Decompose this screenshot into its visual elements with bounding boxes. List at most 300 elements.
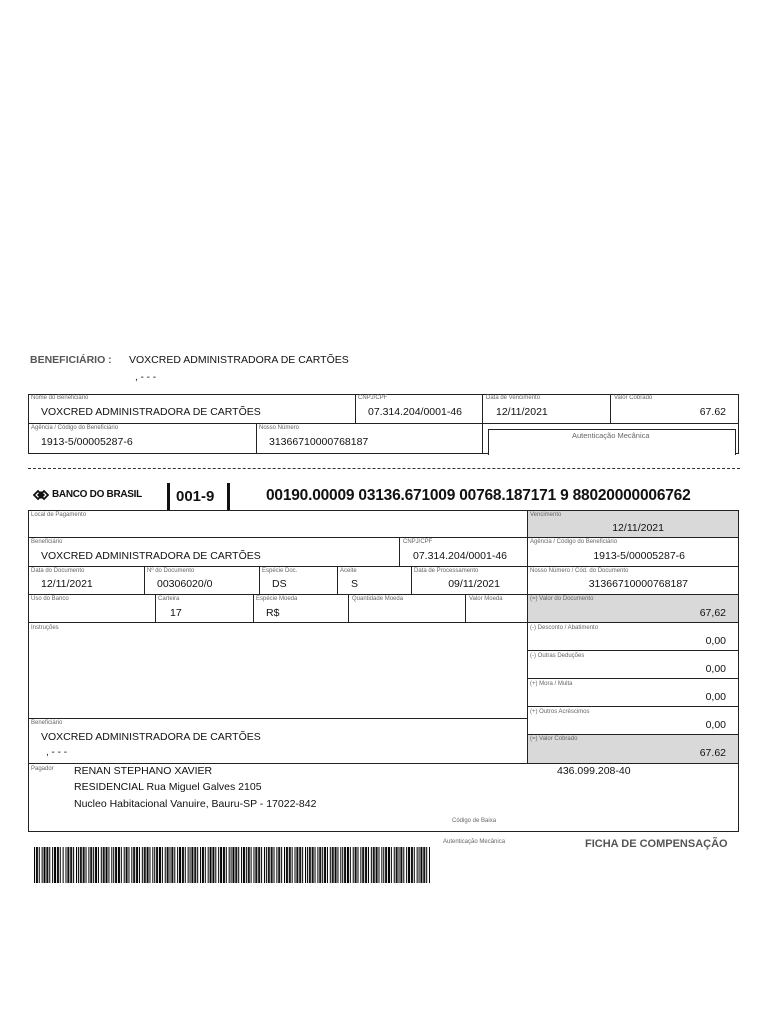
- barcode-bar: [39, 847, 40, 883]
- barcode-bar: [223, 847, 224, 883]
- barcode-bar: [261, 847, 262, 883]
- barcode-bar: [272, 847, 273, 883]
- beneficiario2-value: VOXCRED ADMINISTRADORA DE CARTÕES: [41, 731, 261, 743]
- barcode-bar: [179, 847, 180, 883]
- barcode-bar: [248, 847, 249, 883]
- barcode-bar: [111, 847, 112, 883]
- barcode-bar: [391, 847, 392, 883]
- barcode-bar: [374, 847, 375, 883]
- barcode-bar: [78, 847, 79, 883]
- barcode-bar: [330, 847, 331, 883]
- mora-value: 0,00: [705, 691, 726, 703]
- barcode-bar: [195, 847, 196, 883]
- receipt-cnpj: 07.314.204/0001-46: [368, 406, 463, 418]
- barcode-bar: [278, 847, 279, 883]
- barcode-bar: [36, 847, 37, 883]
- barcode-bar: [134, 847, 135, 883]
- barcode-bar: [91, 847, 92, 883]
- barcode-bar: [37, 847, 38, 883]
- barcode-bar: [104, 847, 105, 883]
- barcode-bar: [336, 847, 337, 883]
- receipt-valor: 67.62: [699, 406, 726, 418]
- barcode-bar: [274, 847, 275, 883]
- barcode-bar: [108, 847, 109, 883]
- barcode-bar: [191, 847, 192, 883]
- header-beneficiario-label: BENEFICIÁRIO :: [30, 354, 112, 366]
- barcode-bar: [174, 847, 175, 883]
- barcode-bar: [319, 847, 320, 883]
- barcode-bar: [381, 847, 382, 883]
- local-pagamento-label: Local de Pagamento: [31, 512, 87, 518]
- barcode-bar: [80, 847, 81, 883]
- barcode-bar: [307, 847, 308, 883]
- barcode-bar: [133, 847, 134, 883]
- receipt-nome: VOXCRED ADMINISTRADORA DE CARTÕES: [41, 406, 261, 418]
- bank-logo: [33, 487, 143, 503]
- barcode-bar: [232, 847, 233, 883]
- barcode-bar: [420, 847, 421, 883]
- barcode-bar: [177, 847, 178, 883]
- barcode-bar: [322, 847, 323, 883]
- barcode-bar: [202, 847, 203, 883]
- barcode-bar: [264, 847, 265, 883]
- barcode-bar: [360, 847, 361, 883]
- barcode-bar: [54, 847, 55, 883]
- barcode-bar: [347, 847, 348, 883]
- barcode-bar: [236, 847, 237, 883]
- barcode-bar: [42, 847, 43, 883]
- barcode-bar: [363, 847, 364, 883]
- barcode-bar: [212, 847, 213, 883]
- barcode-bar: [394, 847, 395, 883]
- barcode-bar: [268, 847, 269, 883]
- header-beneficiario-name: VOXCRED ADMINISTRADORA DE CARTÕES: [129, 354, 349, 366]
- barcode-bar: [333, 847, 334, 883]
- barcode-bar: [403, 847, 404, 883]
- header-beneficiario-address: , - - -: [135, 372, 157, 383]
- barcode-bar: [73, 847, 74, 883]
- barcode-bar: [256, 847, 257, 883]
- beneficiario2-label: Beneficiário: [31, 720, 63, 726]
- barcode-bar: [185, 847, 186, 883]
- barcode-bar: [224, 847, 225, 883]
- barcode-bar: [305, 847, 306, 883]
- barcode-bar: [411, 847, 412, 883]
- barcode-bar: [401, 847, 402, 883]
- barcode-bar: [287, 847, 288, 883]
- barcode-bar: [299, 847, 300, 883]
- barcode-bar: [357, 847, 358, 883]
- barcode-bar: [208, 847, 209, 883]
- barcode-bar: [255, 847, 256, 883]
- valor-cobrado-label: (=) Valor Cobrado: [530, 736, 578, 742]
- aceite-value: S: [351, 578, 359, 590]
- barcode-bar: [71, 847, 72, 883]
- barcode-bar: [142, 847, 143, 883]
- barcode-bar: [46, 847, 47, 883]
- barcode-bar: [192, 847, 193, 883]
- barcode-bar: [276, 847, 277, 883]
- barcode-bar: [63, 847, 64, 883]
- barcode-bar: [378, 847, 379, 883]
- barcode-bar: [81, 847, 82, 883]
- barcode-bar: [226, 847, 227, 883]
- barcode-bar: [258, 847, 259, 883]
- receipt-nosso-numero-label: Nosso Número: [259, 425, 300, 431]
- barcode-bar: [233, 847, 234, 883]
- barcode-bar: [424, 847, 425, 883]
- barcode-bar: [324, 847, 325, 883]
- barcode-bar: [377, 847, 378, 883]
- barcode-bar: [83, 847, 84, 883]
- barcode-bar: [292, 847, 293, 883]
- vencimento-label: Vencimento: [530, 512, 562, 518]
- barcode-bar: [290, 847, 291, 883]
- barcode-bar: [68, 847, 69, 883]
- barcode-bar: [389, 847, 390, 883]
- agencia-label: Agência / Código do Beneficiário: [530, 539, 618, 545]
- mora-label: (+) Mora / Multa: [530, 681, 573, 687]
- barcode-bar: [296, 847, 297, 883]
- cut-line: [28, 468, 740, 469]
- barcode-bar: [235, 847, 236, 883]
- barcode-bar: [417, 847, 418, 883]
- barcode-bar: [342, 847, 343, 883]
- barcode-bar: [385, 847, 386, 883]
- barcode-bar: [156, 847, 157, 883]
- barcode-bar: [70, 847, 71, 883]
- barcode-bar: [103, 847, 104, 883]
- barcode-bar: [286, 847, 287, 883]
- barcode-bar: [96, 847, 97, 883]
- barcode-bar: [106, 847, 107, 883]
- barcode-bar: [426, 847, 427, 883]
- especie-moeda-value: R$: [266, 607, 280, 619]
- especie-moeda-label: Espécie Moeda: [256, 596, 298, 602]
- codigo-baixa-label: Código de Baixa: [452, 818, 497, 824]
- receipt-valor-label: Valor Cobrado: [614, 395, 653, 401]
- barcode-bar: [165, 847, 166, 883]
- barcode-bar: [399, 847, 400, 883]
- barcode-bar: [58, 847, 59, 883]
- barcode-bar: [84, 847, 85, 883]
- barcode-bar: [231, 847, 232, 883]
- barcode-bar: [362, 847, 363, 883]
- barcode-bar: [340, 847, 341, 883]
- receipt-agencia: 1913-5/00005287-6: [41, 436, 133, 448]
- data-processamento-label: Data de Processamento: [414, 568, 479, 574]
- barcode-bar: [221, 847, 222, 883]
- barcode-bar: [147, 847, 148, 883]
- barcode-bar: [373, 847, 374, 883]
- barcode-bar: [60, 847, 61, 883]
- valor-documento-value: 67,62: [699, 607, 726, 619]
- barcode-bar: [310, 847, 311, 883]
- barcode-bar: [57, 847, 58, 883]
- barcode-bar: [98, 847, 99, 883]
- outros-acrescimos-value: 0,00: [705, 719, 726, 731]
- barcode-bar: [332, 847, 333, 883]
- receipt-nome-label: Nome do Beneficiário: [31, 395, 89, 401]
- num-documento-label: Nº do Documento: [147, 568, 195, 574]
- vencimento-value: 12/11/2021: [612, 522, 664, 534]
- barcode-bar: [113, 847, 114, 883]
- cnpj-value: 07.314.204/0001-46: [413, 550, 508, 562]
- valor-documento-label: (=) Valor do Documento: [530, 596, 594, 602]
- barcode-bar: [93, 847, 94, 883]
- barcode-bar: [335, 847, 336, 883]
- barcode-bar: [249, 847, 250, 883]
- barcode-bar: [368, 847, 369, 883]
- barcode-bar: [365, 847, 366, 883]
- barcode-bar: [344, 847, 345, 883]
- digitable-line[interactable]: 00190.00009 03136.671009 00768.187171 9 88020000006762: [266, 487, 691, 504]
- barcode-bar: [197, 847, 198, 883]
- barcode-bar: [200, 847, 201, 883]
- valor-moeda-label: Valor Moeda: [469, 596, 503, 602]
- barcode-bar: [350, 847, 351, 883]
- barcode-bar: [229, 847, 230, 883]
- barcode-bar: [34, 847, 35, 883]
- barcode-bar: [128, 847, 129, 883]
- barcode-bar: [218, 847, 219, 883]
- receipt-agencia-label: Agência / Código do Beneficiário: [31, 425, 119, 431]
- pagador-name: RENAN STEPHANO XAVIER: [74, 765, 213, 777]
- barcode-bar: [180, 847, 181, 883]
- barcode-bar: [356, 847, 357, 883]
- nosso-numero-value: 31366710000768187: [588, 578, 688, 590]
- barcode-bar: [215, 847, 216, 883]
- barcode-bar: [194, 847, 195, 883]
- barcode-bar: [396, 847, 397, 883]
- barcode-bar: [211, 847, 212, 883]
- outras-deducoes-label: (-) Outras Deduções: [530, 653, 585, 659]
- bank-code: 001-9: [176, 488, 215, 505]
- autenticacao-label: Autenticação Mecânica: [443, 839, 506, 845]
- barcode-bar: [160, 847, 161, 883]
- pagador-label: Pagador: [31, 766, 54, 772]
- barcode-bar: [295, 847, 296, 883]
- barcode-bar: [88, 847, 89, 883]
- instrucoes-label: Instruções: [31, 625, 59, 631]
- uso-banco-label: Uso do Banco: [31, 596, 69, 602]
- barcode-bar: [414, 847, 415, 883]
- especie-doc-value: DS: [272, 578, 287, 590]
- barcode-bar: [101, 847, 102, 883]
- barcode-bar: [190, 847, 191, 883]
- barcode-bar: [183, 847, 184, 883]
- barcode-bar: [136, 847, 137, 883]
- outras-deducoes-value: 0,00: [705, 663, 726, 675]
- barcode-bar: [107, 847, 108, 883]
- barcode-bar: [243, 847, 244, 883]
- barcode-bar: [409, 847, 410, 883]
- barcode-bar: [353, 847, 354, 883]
- data-processamento-value: 09/11/2021: [448, 578, 500, 590]
- receipt-nosso-numero: 31366710000768187: [269, 436, 369, 448]
- barcode-bar: [371, 847, 372, 883]
- barcode-bar: [246, 847, 247, 883]
- bank-logo-icon: [33, 488, 49, 502]
- pagador-address-line2: Nucleo Habitacional Vanuire, Bauru-SP - 17022-842: [74, 798, 317, 810]
- barcode-bar: [95, 847, 96, 883]
- barcode-bar: [271, 847, 272, 883]
- barcode-bar: [406, 847, 407, 883]
- barcode-bar: [213, 847, 214, 883]
- barcode-bar: [157, 847, 158, 883]
- barcode-bar: [188, 847, 189, 883]
- barcode-bar: [152, 847, 153, 883]
- receipt-vencimento: 12/11/2021: [496, 406, 548, 418]
- bank-logo-text: BANCO DO BRASIL: [52, 489, 142, 500]
- barcode-bar: [309, 847, 310, 883]
- num-documento-value: 00306020/0: [157, 578, 213, 590]
- barcode-bar: [139, 847, 140, 883]
- barcode-bar: [116, 847, 117, 883]
- nosso-numero-label: Nosso Número / Cód. do Documento: [530, 568, 629, 574]
- barcode-bar: [408, 847, 409, 883]
- barcode-bar: [266, 847, 267, 883]
- aceite-label: Aceite: [340, 568, 357, 574]
- barcode-bar: [172, 847, 173, 883]
- receipt-vencimento-label: Data de Vencimento: [486, 395, 541, 401]
- barcode-bar: [149, 847, 150, 883]
- barcode-bar: [44, 847, 45, 883]
- barcode-bar: [281, 847, 282, 883]
- receipt-autenticacao-label: Autenticação Mecânica: [572, 431, 650, 440]
- barcode-bar: [320, 847, 321, 883]
- barcode-bar: [169, 847, 170, 883]
- barcode-bar: [118, 847, 119, 883]
- barcode-bar: [388, 847, 389, 883]
- payment-barcode: [34, 847, 430, 883]
- barcode-bar: [355, 847, 356, 883]
- barcode-bar: [168, 847, 169, 883]
- barcode-bar: [397, 847, 398, 883]
- barcode-bar: [126, 847, 127, 883]
- pagador-doc: 436.099.208-40: [557, 765, 631, 777]
- bank-code-left-bar: [167, 483, 170, 510]
- barcode-bar: [47, 847, 48, 883]
- barcode-bar: [300, 847, 301, 883]
- desconto-label: (-) Desconto / Abatimento: [530, 625, 599, 631]
- barcode-bar: [203, 847, 204, 883]
- barcode-bar: [167, 847, 168, 883]
- barcode-bar: [65, 847, 66, 883]
- beneficiario-value: VOXCRED ADMINISTRADORA DE CARTÕES: [41, 550, 261, 562]
- barcode-bar: [159, 847, 160, 883]
- barcode-bar: [313, 847, 314, 883]
- barcode-bar: [162, 847, 163, 883]
- barcode-bar: [423, 847, 424, 883]
- ficha-compensacao-label: FICHA DE COMPENSAÇÃO: [585, 838, 728, 850]
- barcode-bar: [76, 847, 77, 883]
- barcode-bar: [238, 847, 239, 883]
- beneficiario-label: Beneficiário: [31, 539, 63, 545]
- barcode-bar: [131, 847, 132, 883]
- barcode-bar: [317, 847, 318, 883]
- outros-acrescimos-label: (+) Outros Acréscimos: [530, 709, 590, 715]
- barcode-bar: [269, 847, 270, 883]
- barcode-bar: [412, 847, 413, 883]
- barcode-bar: [327, 847, 328, 883]
- barcode-bar: [171, 847, 172, 883]
- cnpj-label: CNPJ/CPF: [403, 539, 433, 545]
- barcode-bar: [115, 847, 116, 883]
- barcode-bar: [154, 847, 155, 883]
- valor-cobrado-value: 67.62: [699, 747, 726, 759]
- barcode-bar: [148, 847, 149, 883]
- barcode-bar: [400, 847, 401, 883]
- barcode-bar: [44, 847, 45, 883]
- barcode-bar: [419, 847, 420, 883]
- barcode-bar: [284, 847, 285, 883]
- barcode-bar: [205, 847, 206, 883]
- barcode-bar: [241, 847, 242, 883]
- carteira-label: Carteira: [158, 596, 180, 602]
- barcode-bar: [302, 847, 303, 883]
- barcode-bar: [337, 847, 338, 883]
- barcode-bar: [421, 847, 422, 883]
- barcode-bar: [429, 847, 430, 883]
- barcode-bar: [244, 847, 245, 883]
- barcode-bar: [86, 847, 87, 883]
- data-documento-label: Data do Documento: [31, 568, 85, 574]
- pagador-address-line1: RESIDENCIAL Rua Miguel Galves 2105: [74, 781, 262, 793]
- barcode-bar: [345, 847, 346, 883]
- barcode-bar: [253, 847, 254, 883]
- barcode-bar: [90, 847, 91, 883]
- carteira-value: 17: [170, 607, 182, 619]
- barcode-bar: [127, 847, 128, 883]
- barcode-bar: [366, 847, 367, 883]
- barcode-bar: [259, 847, 260, 883]
- especie-doc-label: Espécie Doc.: [262, 568, 298, 574]
- agencia-value: 1913-5/00005287-6: [593, 550, 685, 562]
- barcode-bar: [312, 847, 313, 883]
- quantidade-moeda-label: Quantidade Moeda: [352, 596, 404, 602]
- barcode-bar: [119, 847, 120, 883]
- barcode-bar: [137, 847, 138, 883]
- barcode-bar: [210, 847, 211, 883]
- barcode-bar: [121, 847, 122, 883]
- barcode-bar: [289, 847, 290, 883]
- barcode-bar: [182, 847, 183, 883]
- barcode-bar: [297, 847, 298, 883]
- barcode-bar: [67, 847, 68, 883]
- barcode-bar: [124, 847, 125, 883]
- barcode-bar: [145, 847, 146, 883]
- barcode-bar: [251, 847, 252, 883]
- receipt-cnpj-label: CNPJ/CPF: [358, 395, 388, 401]
- bank-code-right-bar: [227, 483, 230, 510]
- barcode-bar: [279, 847, 280, 883]
- barcode-bar: [52, 847, 53, 883]
- beneficiario2-address: , - - -: [46, 747, 68, 758]
- desconto-value: 0,00: [705, 635, 726, 647]
- barcode-bar: [386, 847, 387, 883]
- barcode-bar: [55, 847, 56, 883]
- barcode-bar: [376, 847, 377, 883]
- barcode-bar: [144, 847, 145, 883]
- data-documento-value: 12/11/2021: [41, 578, 93, 590]
- barcode-bar: [348, 847, 349, 883]
- barcode-bar: [325, 847, 326, 883]
- barcode-bar: [49, 847, 50, 883]
- barcode-bar: [383, 847, 384, 883]
- barcode-bar: [315, 847, 316, 883]
- barcode-bar: [220, 847, 221, 883]
